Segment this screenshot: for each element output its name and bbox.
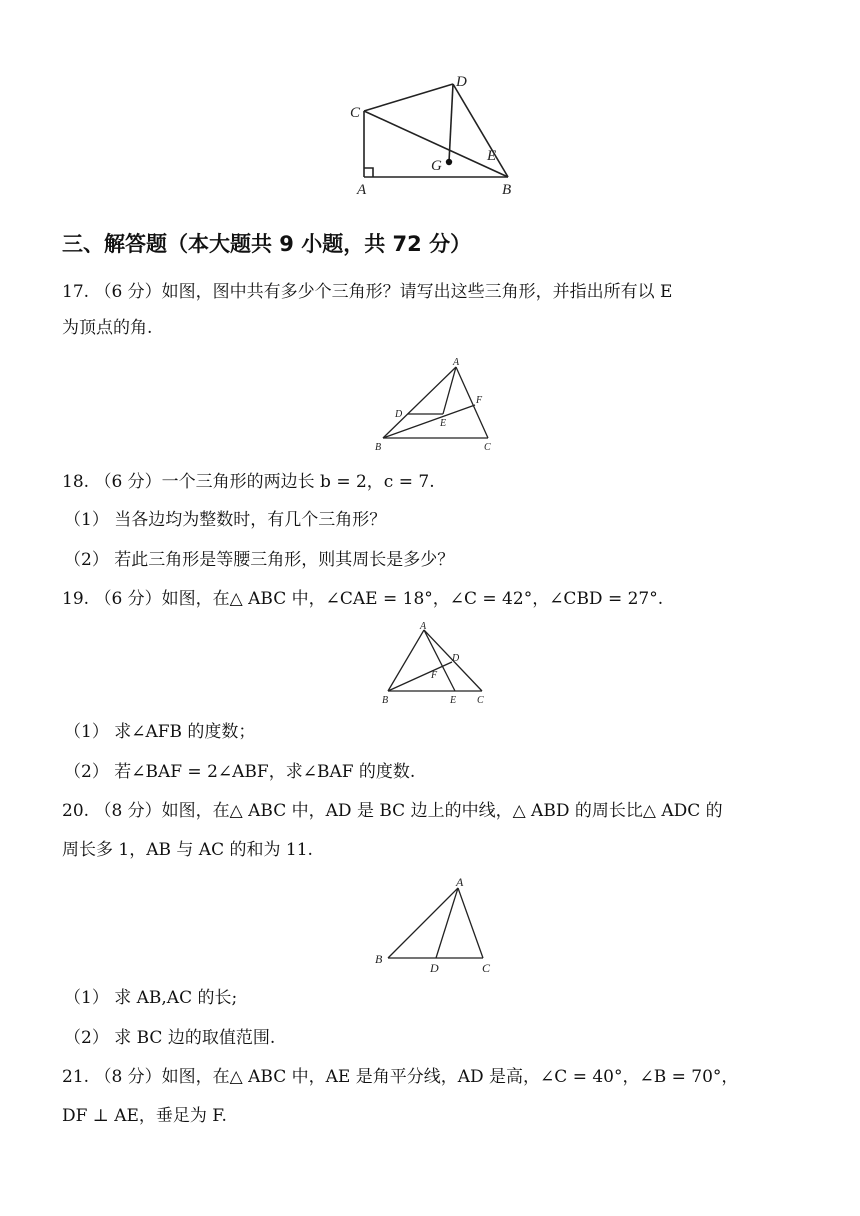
label-d: D xyxy=(456,74,467,90)
q21-line1: 21. （8 分）如图，在△ ABC 中，AE 是角平分线，AD 是高，∠C = 40°，∠B = 70°， xyxy=(62,1067,739,1087)
section-heading: 三、解答题（本大题共 9 小题，共 72 分） xyxy=(62,232,472,256)
label-c: C xyxy=(482,961,491,975)
figure-q17 xyxy=(370,355,500,455)
q17-line2: 为顶点的角. xyxy=(62,318,153,338)
label-e: E xyxy=(440,418,447,429)
q20-part2: （2） 求 BC 边的取值范围. xyxy=(64,1028,276,1048)
figure-q19 xyxy=(376,622,496,708)
q20-line2: 周长多 1，AB 与 AC 的和为 11. xyxy=(62,840,313,860)
label-b: B xyxy=(382,695,389,706)
q19-line1: 19. （6 分）如图，在△ ABC 中，∠CAE = 18°，∠C = 42°，∠CBD = 27°. xyxy=(62,589,664,609)
label-a: A xyxy=(420,622,427,632)
label-c: C xyxy=(484,442,491,453)
label-d: D xyxy=(452,653,460,664)
label-a: A xyxy=(357,182,367,198)
label-e: E xyxy=(487,148,497,164)
label-e: E xyxy=(450,695,457,706)
label-b: B xyxy=(375,952,383,966)
figure-q20 xyxy=(370,872,500,976)
q17-line1: 17. （6 分）如图，图中共有多少个三角形？请写出这些三角形，并指出所有以 E xyxy=(62,282,673,302)
q19-part2: （2） 若∠BAF = 2∠ABF，求∠BAF 的度数. xyxy=(64,762,416,782)
label-b: B xyxy=(502,182,512,198)
label-a: A xyxy=(456,875,464,889)
q18-part2: （2） 若此三角形是等腰三角形，则其周长是多少？ xyxy=(64,550,455,570)
q18-part1: （1） 当各边均为整数时，有几个三角形？ xyxy=(64,510,387,530)
label-g: G xyxy=(431,158,442,174)
q20-line1: 20. （8 分）如图，在△ ABC 中，AD 是 BC 边上的中线，△ ABD 的周长比△ ADC 的 xyxy=(62,801,723,821)
label-f: F xyxy=(431,670,438,681)
label-c: C xyxy=(477,695,484,706)
figure-top xyxy=(330,66,540,216)
q21-line2: DF ⊥ AE，垂足为 F. xyxy=(62,1106,227,1126)
q18-line1: 18. （6 分）一个三角形的两边长 b = 2，c = 7. xyxy=(62,472,435,492)
label-c: C xyxy=(350,105,361,121)
label-d: D xyxy=(430,961,439,975)
q19-part1: （1） 求∠AFB 的度数； xyxy=(64,722,256,742)
label-f: F xyxy=(476,395,483,406)
q20-part1: （1） 求 AB,AC 的长; xyxy=(64,988,238,1008)
label-b: B xyxy=(375,442,382,453)
label-d: D xyxy=(395,409,403,420)
label-a: A xyxy=(453,357,460,368)
